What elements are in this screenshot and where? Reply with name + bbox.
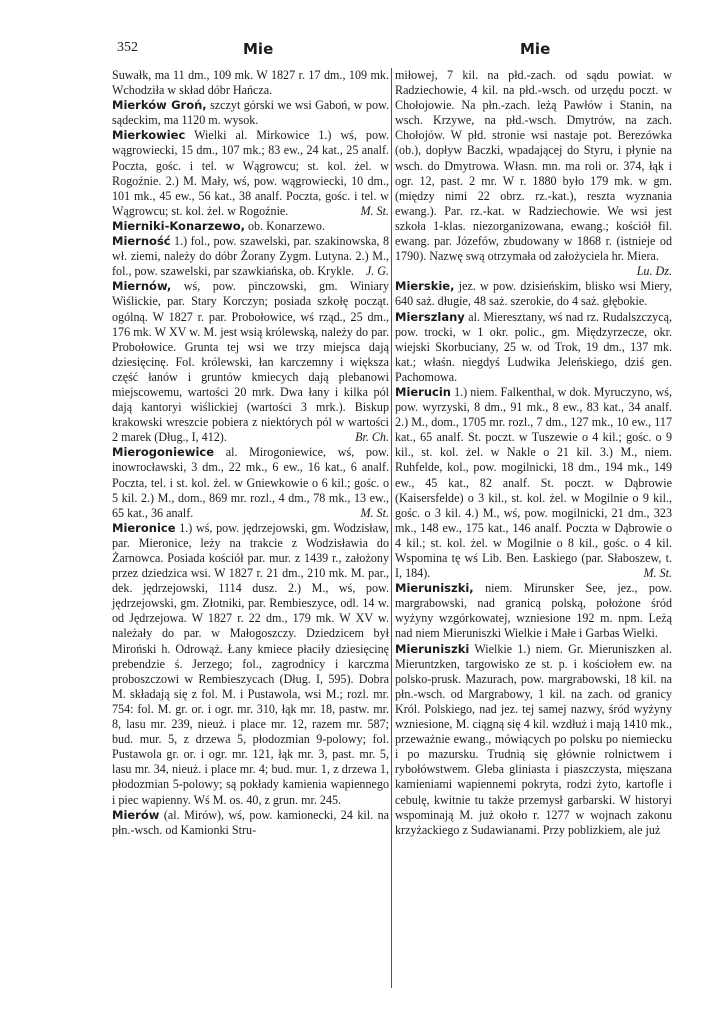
- entry-headword: Mierogoniewice: [112, 445, 215, 460]
- entry-headword: Mieruniszki,: [395, 581, 474, 596]
- author-signature: M. St.: [643, 566, 672, 581]
- entry-headword: Mieronice: [112, 520, 176, 535]
- column-divider: [391, 68, 392, 988]
- author-signature: Br. Ch.: [355, 430, 389, 445]
- entry-text: al. Mieresztany, wś nad rz. Rudalszczycą, pow. trocki, w 1 okr. polic., gm. Międzyrzecze, okr. wiejski Skorbuciany, 25 w. od Trok, 19 dm., 137 mk. kat.; właśn. niegdyś Ludwika Jeleńskiego, dziś gen. Pachomowa.: [395, 309, 672, 384]
- entry-text: ob. Konarzewo.: [244, 218, 325, 233]
- entry-text: niem. Mirunsker See, jez., pow. margrabowski, nad granicą polską, położone śród wyżyny wzgórkowatej, wzniesione 192 m. npm. Leżą nad niem Mieruniszki Wielkie i Małe i Garbas Wielki.: [395, 581, 672, 641]
- running-head-right: Mie: [520, 40, 551, 58]
- entry: [112, 808, 389, 838]
- entry-text: Wielkie 1.) niem. Gr. Mieruniszken al. Mieruntzken, targowisko ze st. p. i kościołem ew. na polsko-prusk. Mazurach, pow. margrabowski, 18 kil. na płn.-wsch. od Margrabowy, 1 kil. na zach. od granicy Król. Polskiego, nad jez. tej samej nazwy, śród wyżyny wzniesione, M. ciągną się 4 kil. wzdłuż i mają 1410 mk., przeważnie ewang., mówiących po polsku po niemiecku i po mazursku. Trudnią się głównie rolnictwem i rybołówstwem. Gleba gliniasta i piaszczysta, mięszana kamieniami wapiennemi pokryta, rodzi żyto, kartofle i cebulę, kwitnie tu także przemysł garbarski. W historyi wspominają M. już około r. 1277 w wojnach zakonu krzyżackiego z Sudawianami. Przy poblizkiem, ale już: [395, 641, 672, 837]
- entry-headword: Mierów: [112, 807, 160, 822]
- page-number: 352: [117, 40, 138, 55]
- author-signature: M. St.: [360, 505, 389, 520]
- entry: [112, 279, 389, 445]
- author-signature: Lu. Dz.: [636, 264, 672, 279]
- author-signature: J. G.: [365, 264, 389, 279]
- entry: [395, 385, 672, 581]
- entry-text: wś, pow. pinczowski, gm. Winiary Wiślickie, par. Stary Korczyn; posiada szkołę począt. ogólną. W 1827 r. par. Probołowice, wś rząd., 25 dm., 176 mk. W XV w. M. jest wsią królewską, należy do par. Probołowice. Grunta tej wsi we trzy miejsca dają dziesięcinę. Fol. królewski, łan karczemny i większa część łanów i gruntów kmiecych dają plebanowi miejscowemu, wartości 20 mrk. Dwa łany i kilka pól dają kantoryi wiślickiej (wartości 3 mrk.). Biskup krakowski wreszcie pobiera z niektórych pól w wartości 2 marek (Dług., I, 412).: [112, 279, 389, 445]
- author-signature: M. St.: [360, 203, 389, 218]
- entry-headword: Miernów,: [112, 279, 172, 294]
- right-column: [395, 68, 672, 838]
- entry-headword: Mierniki-Konarzewo,: [112, 218, 245, 233]
- entry: [395, 581, 672, 641]
- left-column: [112, 68, 389, 838]
- entry: [112, 219, 389, 234]
- entry: [112, 445, 389, 520]
- entry-headword: Mieruniszki: [395, 641, 470, 656]
- entry-text: jez. w pow. dzisieńskim, blisko wsi Miery, 640 saż. długie, 48 saż. szerokie, do 4 saż. głębokie.: [395, 279, 672, 309]
- entry: [112, 234, 389, 279]
- entry: [112, 521, 389, 808]
- entry-text: Wielki al. Mirkowice 1.) wś, pow. wągrowiecki, 15 dm., 107 mk.; 83 ew., 24 kat., 25 analf. Poczta, gośc. i tel. w Wągrowcu; st. kol. żel. w Rogoźnie. 2.) M. Mały, wś, pow. wągrowiecki, 10 dm., 101 mk., 45 ew., 56 kat., 38 analf. Poczta, gośc. i tel. w Wągrowcu; st. kol. żel. w Rogoźnie.: [112, 128, 389, 218]
- entry: Suwałk, ma 11 dm., 109 mk. W 1827 r. 17 dm., 109 mk. Wchodziła w skład dóbr Hańcza.: [112, 68, 389, 98]
- entry-text: 1.) wś, pow. jędrzejowski, gm. Wodzisław, par. Mieronice, leży na trakcie z Wodzisławia do Żarnowca. Posiada kościół par. mur. z 1439 r., założony przez dziedzica wsi. W 1827 r. 21 dm., 210 mk. M. par., dek. jędrzejowski, 1114 dusz. 2.) M., wś, pow. jędrzejowski, gm. Złotniki, par. Rembieszyce, odl. 14 w. od Jędrzejowa. W 1827 r. 22 dm., 179 mk. W XV w. należały do par. w Małogoszczy. Dziedzicem był Miroński h. Odrowąż. Łany kmiece płaciły dziesięcinę prebendzie ś. Jerzego; fol., zagrodnicy i karczma proboszczowi w Rembieszycach (Dług. I, 595). Dobra M. składają się z fol. M. i Pustawola, wsi M.; rozl. mr. 754: fol. M. gr. or. i ogr. mr. 310, łąk mr. 18, pastw. mr. 8, lasu mr. 239, nieuż. i place mr. 12, razem mr. 587; bud. mur. 5, z drzewa 5, płodozmian 9-polowy; fol. Pustawola gr. or. i ogr. mr. 121, łąk mr. 3, past. mr. 5, lasu mr. 34, nieuż. i place mr. 4; bud. mur. 1, z drzewa 1, płodozmian 5-polowy; są pokłady kamienia wapiennego i piec wapienny. Wś M. os. 40, z grun. mr. 245.: [112, 520, 389, 807]
- entry: [395, 279, 672, 309]
- entry: [395, 642, 672, 838]
- entry-headword: Mierskie,: [395, 279, 455, 294]
- running-head-left: Mie: [243, 40, 274, 58]
- entry-headword: Mierność: [112, 234, 171, 249]
- entry-text: szczyt górski we wsi Gaboń, w pow. sądeckim, ma 1120 m. wysok.: [112, 98, 389, 128]
- entry-text: 1.) fol., pow. szawelski, par. szakinowska, 8 wł. ziemi, należy do dóbr Żorany Zygm. Lutyna. 2.) M., fol., pow. szawelski, par szawkiańska, ob. Krykle.: [112, 234, 389, 279]
- entry: miłowej, 7 kil. na płd.-zach. od sądu powiat. w Radziechowie, 4 kil. na płd.-wsch. od urzędu poczt. w Chołojowie. Na płn.-zach. leżą Pawłów i Stanin, na wsch. Krzywe, na płd.-wsch. Dmytrów, na zach. Chołojów. W płd. stronie wsi nastaje pot. Berezówka (ob.), dopływ Baczki, wpadającej do Styru, i płynie na wsch. do Dmytrowa. Własn. mn. ma roli or. 374, łąk i ogr. 12, past. 2 mr. W r. 1880 było 179 mk. w gm. (między nimi 22 obrz. rz.-kat.), reszta wyznania ewang.). Par. rz.-kat. w Radziechowie. We wsi jest szkoła 1-klas. niezorganizowana, ewang.; kościół fil. ewang. par. Józefów, zbudowany w 1868 r. (istnieje od 1790). Nazwę swą otrzymała od założyciela hr. Miera.: [395, 68, 672, 264]
- entry: [112, 128, 389, 219]
- entry-headword: Mierków Groń,: [112, 98, 207, 113]
- entry: [395, 264, 672, 279]
- entry-headword: Mierkowiec: [112, 128, 186, 143]
- entry-text: (al. Mirów), wś, pow. kamionecki, 24 kil. na płn.-wsch. od Kamionki Stru-: [112, 807, 389, 837]
- entry-headword: Mierucin: [395, 384, 451, 399]
- entry-text: al. Mirogoniewice, wś, pow. inowrocławski, 3 dm., 22 mk., 6 ew., 16 kat., 6 analf. Poczta, tel. i st. kol. żel. w Gniewkowie o 6 kil.; gośc. o 5 kil. 2.) M., dom., 869 mr. rozl., 4 dm., 78 mk., 13 ew., 65 kat., 36 analf.: [112, 445, 389, 520]
- entry-headword: Mierszlany: [395, 309, 465, 324]
- entry: [395, 310, 672, 385]
- entry-text: 1.) niem. Falkenthal, w dok. Myruczyno, wś, pow. wyrzyski, 8 dm., 91 mk., 8 ew., 83 kat., 34 analf. 2.) M., dom., 1705 mr. rozl., 7 dm., 127 mk., 10 ew., 117 kat., 65 analf. St. poczt. w Tuszewie o 4 kil.; gośc. o 9 kil., st. kol. żel. w Nakle o 21 kil. 3.) M., niem. Ruhfelde, kol., pow. mogilnicki, 18 dm., 194 mk., 149 ew., 45 kat., 82 analf. St. poczt. w Dąbrowie (Kaisersfelde) o 3 kil., st. kol. żel. w Mogilnie o 9 kil., gośc. o 3 kil. 4.) M., wś, pow. mogilnicki, 21 dm., 323 mk., 148 ew., 175 kat., 146 analf. Poczta w Dąbrowie o 4 kil.; st. kol. żel. w Mogilnie o 8 kil., gośc. o 4 kil. Wspomina tę wś Lib. Ben. Łaskiego (par. Słaboszew, t. I, 184).: [395, 384, 672, 581]
- entry: [112, 98, 389, 128]
